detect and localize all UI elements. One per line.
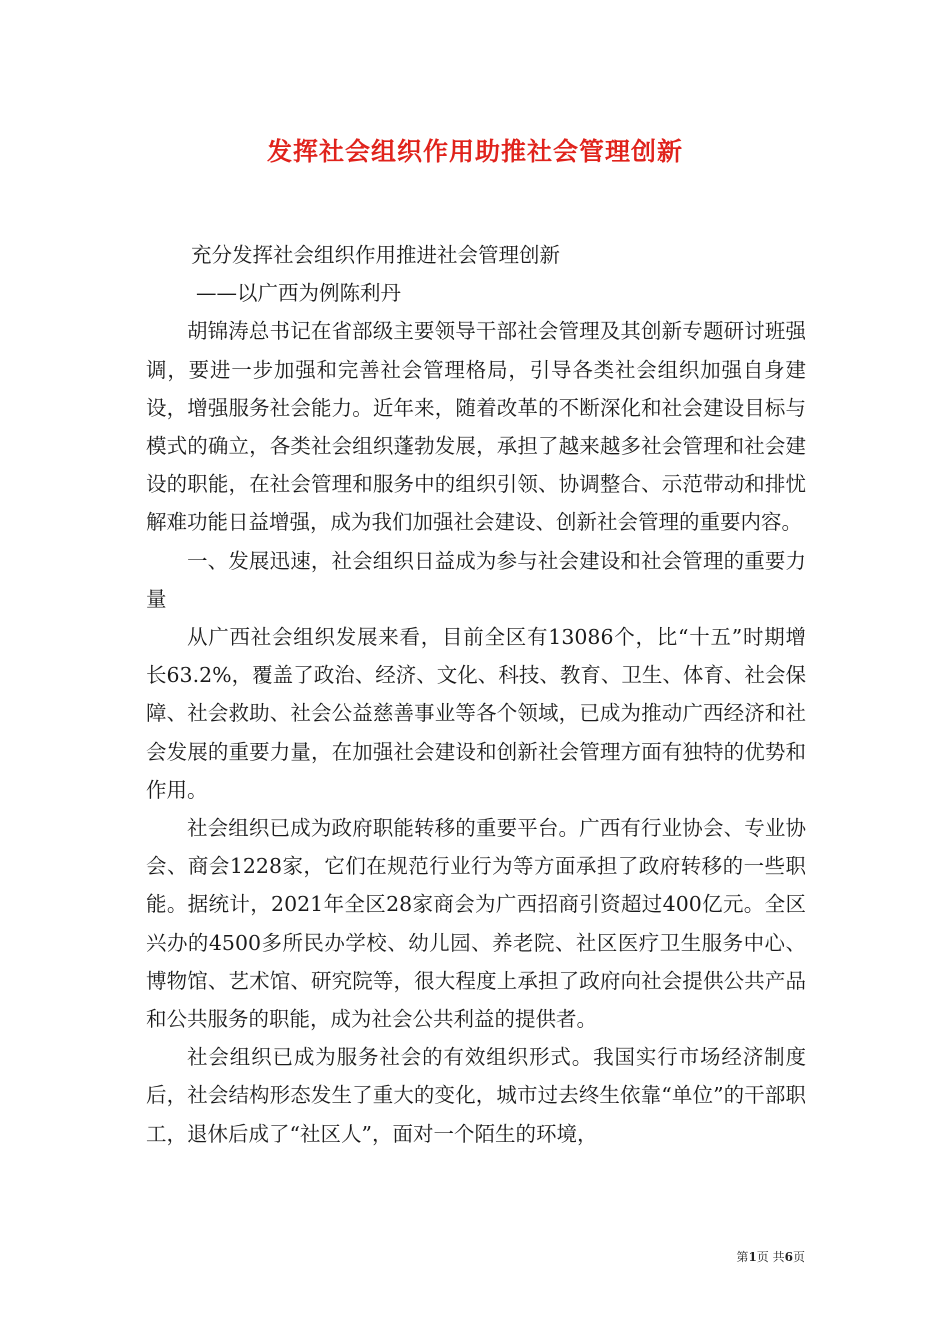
document-subtitle: 充分发挥社会组织作用推进社会管理创新	[191, 243, 560, 267]
document-byline: ——以广西为例陈利丹	[196, 281, 401, 306]
paragraph-service-society: 社会组织已成为服务社会的有效组织形式。我国实行市场经济制度后，社会结构形态发生了重大的变化，城市过去终生依靠“单位”的干部职工，退休后成了“社区人”，面对一个陌生的环境，	[146, 1045, 806, 1146]
total-page-number: 6	[784, 1250, 793, 1264]
footer-prefix: 第	[736, 1250, 749, 1264]
current-page-number: 1	[748, 1250, 757, 1264]
paragraph-government-platform: 社会组织已成为政府职能转移的重要平台。广西有行业协会、专业协会、商会1228家，它们在规范行业行为等方面承担了政府转移的一些职能。据统计，2021年全区28家商会为广西招商引资超过400亿元。全区兴办的4500多所民办学校、幼儿园、养老院、社区医疗卫生服务中心、博物馆、艺术馆、研究院等，很大程度上承担了政府向社会提供公共产品和公共服务的职能，成为社会公共利益的提供者。	[146, 816, 806, 1032]
footer-middle: 页 共	[756, 1250, 785, 1264]
footer-suffix: 页	[792, 1250, 805, 1264]
paragraph-guangxi-overview: 从广西社会组织发展来看，目前全区有13086个，比“十五”时期增长63.2%，覆盖了政治、经济、文化、科技、教育、卫生、体育、社会保障、社会救助、社会公益慈善事业等各个领域，已成为推动广西经济和社会发展的重要力量，在加强社会建设和创新社会管理方面有独特的优势和作用。	[146, 625, 806, 802]
page-footer	[736, 1248, 805, 1265]
document-title: 发挥社会组织作用助推社会管理创新	[266, 137, 683, 166]
section-heading-1: 一、发展迅速，社会组织日益成为参与社会建设和社会管理的重要力量	[146, 548, 806, 611]
document-body	[146, 236, 806, 1153]
paragraph-intro: 胡锦涛总书记在省部级主要领导干部社会管理及其创新专题研讨班强调，要进一步加强和完善社会管理格局，引导各类社会组织加强自身建设，增强服务社会能力。近年来，随着改革的不断深化和社会建设目标与模式的确立，各类社会组织蓬勃发展，承担了越来越多社会管理和社会建设的职能，在社会管理和服务中的组织引领、协调整合、示范带动和排忧解难功能日益增强，成为我们加强社会建设、创新社会管理的重要内容。	[146, 319, 806, 535]
